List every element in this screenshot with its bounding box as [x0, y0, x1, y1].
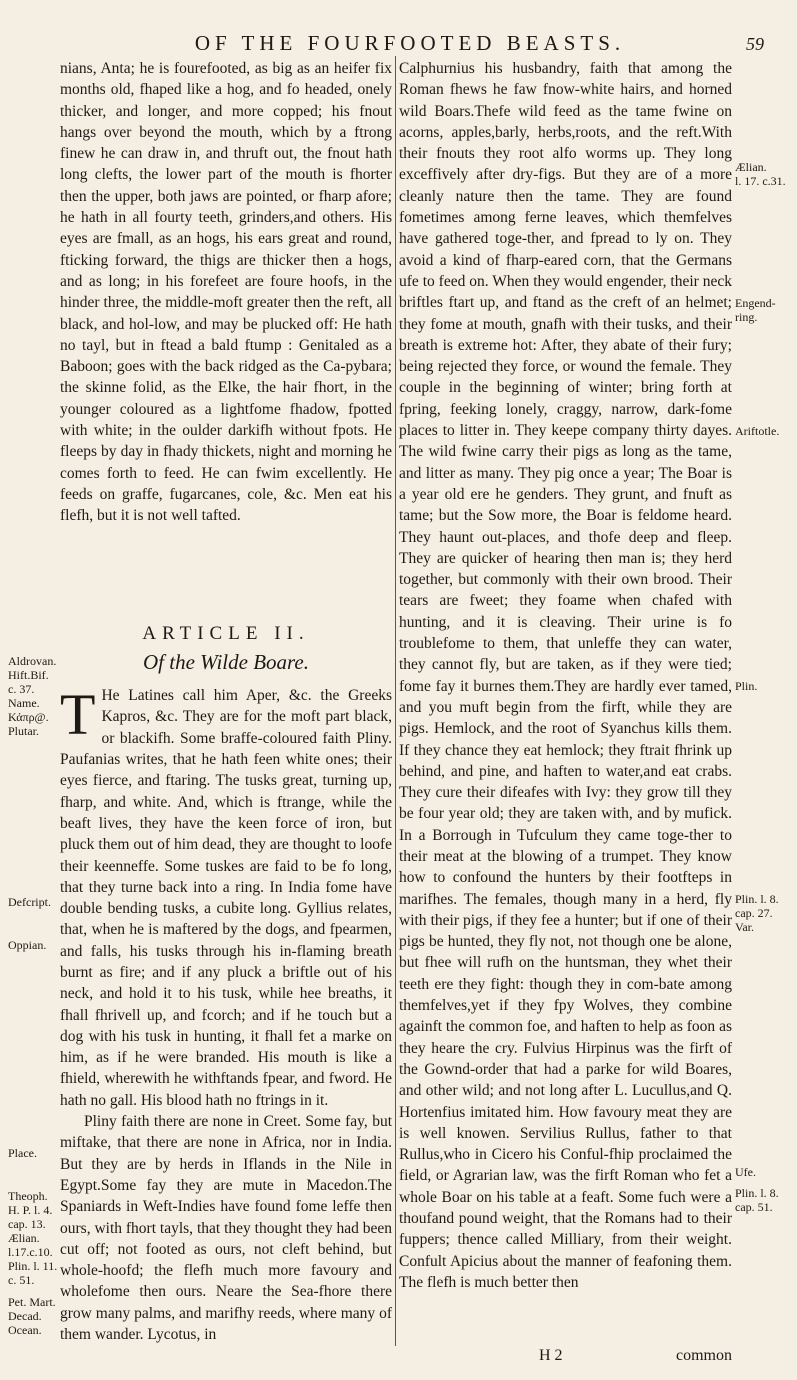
margin-note: cap. 27.: [735, 906, 773, 920]
margin-note: Ariftotle.: [735, 424, 780, 438]
margin-note: cap. 13.: [8, 1217, 46, 1231]
margin-note: Ufe.: [735, 1165, 756, 1179]
margin-note: H. P. l. 4.: [8, 1203, 53, 1217]
margin-note: Decad.: [8, 1309, 42, 1323]
margin-note: Name.: [8, 696, 40, 710]
article-heading: ARTICLE II.: [142, 622, 310, 644]
column-divider: [395, 56, 396, 1346]
body-text: He Latines call him Aper, &c. the Greeks Kapros, &c. They are for the moft part black, or blackifh. Some braffe-coloured faith Pliny. Paufanias writes, that he hath feen white ones; their eyes fierce, and ftaring. The tusks great, turning up, fharp, and white. And, which is ftrange, while the beaft lives, they have the keen force of iron, but pluck them out of him dead, they are thought to loofe their keenneffe. Some tuskes are faid to be fo long, that they turne back into a ring. In India fome have double bending tusks, a cubite long. Gyllius relates, that, when he is maftered by the dogs, and fpearmen, and falls, his tusks through his in-flaming breath burnt as fire; and if any pluck a briftle out of his neck, and hold it to his tusk, while hee breaths, it fhall fhrivell up, and fcorch; and if he touch but a dog with his tusk in hunting, it fhall fet a marke on him, as if he were branded. His mouth is like a fhield, wherewith he withftands fpear, and fword. He hath no gall. His blood hath no ftrings in it.: [60, 687, 392, 1109]
margin-note: Κάπρ@.: [8, 710, 49, 724]
margin-note: ring.: [735, 310, 758, 324]
margin-note: c. 37.: [8, 682, 35, 696]
body-paragraph: nians, Anta; he is fourefooted, as big as an heifer fix months old, fhaped like a hog, and fo headed, onely thicker, and longer, and more copped; his fnout hangs over beyond the mouth, which by a ftrong finew he can draw in, and thruft out, the fnout hath long clefts, the lower part of the mouth is fhorter then the upper, both jaws are pointed, or fharp afore; he hath in all fourty teeth, grinders,and others. His eyes are fmall, as an hogs, his ears great and round, fticking forward, the thigs are thicker then a hogs, and as long; in his forefeet are foure hoofs, in the hinder three, the middle-moft greater then the reft, all black, and hol-low, and may be plucked off: He hath no tayl, but in ftead a bald ftump : Genitaled as a Baboon; goes with the back ridged as the Ca-pybara; the skinne folid, as the Elke, the hair fhort, in the younger coloured as a lightfome fhadow, fpotted with white; in the oulder darkifh without fpots. He fleeps by day in fhady thickets, night and morning he comes forth to feed. He can fwim excellently. He feeds on graffe, fugarcanes, cole, &c. Men eat his flefh, but it is not well tafted.: [60, 60, 392, 525]
right-column: [399, 58, 732, 1293]
drop-cap: T: [60, 682, 96, 748]
margin-note: Defcript.: [8, 895, 51, 909]
margin-note: Theoph.: [8, 1189, 48, 1203]
left-column: [60, 58, 392, 1345]
margin-note: Place.: [8, 1146, 37, 1160]
margin-note: Aldrovan.: [8, 654, 57, 668]
running-title: OF THE FOURFOOTED BEASTS.: [194, 31, 626, 55]
catchword: common: [676, 1347, 732, 1364]
article-subtitle: Of the Wilde Boare.: [142, 649, 310, 674]
signature-mark: H 2: [539, 1347, 563, 1364]
body-paragraph: Pliny faith there are none in Creet. Some fay, but miftake, that there are none in Africa, nor in India. But they are by herds in Iflands in the Nile in Egypt.Some fay they are mute in Macedon.The Spaniards in Weft-Indies have found fome leffe then ours, with fhort tayls, that they thought they had been cut off; not footed as ours, not cleft behind, but whole-hoofd; the flefh much more favoury and wholefome then ours. Neare the Sea-fhore there grow many palms, and marifhy reeds, where many of them wander. Lycotus, in: [60, 1113, 392, 1344]
margin-note: Oppian.: [8, 938, 47, 952]
margin-note: Plin. l. 8.: [735, 1186, 779, 1200]
margin-note: Plutar.: [8, 724, 40, 738]
margin-note: Pet. Mart.: [8, 1295, 56, 1309]
margin-note: l.17.c.10.: [8, 1245, 53, 1259]
margin-note: Ælian.: [735, 160, 767, 174]
margin-note: Plin.: [735, 679, 758, 693]
margin-note: l. 17. c.31.: [735, 174, 786, 188]
page-number: 59: [746, 34, 764, 54]
body-paragraph: [60, 682, 392, 1111]
margin-note: Plin. l. 8.: [735, 892, 779, 906]
margin-note: Ælian.: [8, 1231, 40, 1245]
margin-note: Ocean.: [8, 1323, 42, 1337]
margin-note: c. 51.: [8, 1273, 35, 1287]
margin-note: cap. 51.: [735, 1200, 773, 1214]
margin-note: Engend-: [735, 296, 776, 310]
margin-note: Hift.Bif.: [8, 668, 49, 682]
margin-note: Var.: [735, 920, 754, 934]
body-paragraph: Calphurnius his husbandry, faith that among the Roman fhews he faw fnow-white hairs, and horned wild Boars.Thefe wild feed as the tame fwine on acorns, apples,barly, herbs,roots, and the reft.With their fnouts they root alfo worms up. They long exceffively after dry-figs. But they are of a more cleanly nature then the tame. They are found fometimes among ferne leaves, which themfelves have gathered toge-ther, and fpread to ly on. They avoid a kind of fharp-eared corn, that the Germans ufe to feed on. When they would engender, their neck briftles ftart up, and ftand as the creft of an helmet; they fome at mouth, gnafh with their tusks, and their breath is extreme hot: After, they abate of their fury; being rejected they force, or wound the female. They couple in the beginning of winter; bring forth at fpring, feeking lonely, craggy, narrow, dark-fome places to litter in. They keepe company thirty dayes. The wild fwine carry their pigs as long as the tame, and litter as many. They pig once a year; The Boar is a year old ere he genders. They grunt, and fnuft as tame; but the Sow more, the Boar is feldome heard. They haunt out-places, and thofe deep and fleep. They are quicker of hearing then man is; they herd together, but commonly with their own brood. Their tears are fweet; they foame when chafed with hunting, and it is cleaving. Their urine is fo troublefome to them, that unleffe they can water, they cannot fly, but are taken, as if they were tied; fome fay it burnes them.They are hardly ever tamed, and you muft begin from the firft, while they are pigs. Hemlock, and the root of Syanchus kills them. If they chance they eat hemlock; they ftrait fhrink up behind, and pine, and haften to water,and eat crabs. They cure their difeafes with Ivy: they grow till they be four year old; they are taken with, and by mufick. In a Borrough in Tufculum they came toge-ther to their meat at the blowing of a trumpet. They know how to confound the hunters by their footfteps in marifhes. The females, though many in a herd, fly with their pigs, if they fee a hunter; but if one of their pigs be hunted, they fly not, not though one be alone, but fhee will rufh on the huntsman, they whet their teeth ere they fight: though they in com-bate among themfelves,yet if they fpy Wolves, they combine againft the common foe, and haften to help as foon as they heare the cry. Fulvius Hirpinus was the firft of the Gownd-order that had a parke for wild Boares, and other wild; and not long after L. Lucullus,and Q. Hortenfius imitated him. How favoury meat they are is well knowen. Servilius Rullus, father to that Rullus,who in Cicero his Conful-fhip proclaimed the field, or Agrarian law, was the firft Roman who fet a whole Boar on his table at a feaft. Some fuch were a thoufand pound weight, that the Romans had to their fuppers; thence called Milliary, from their weight. Confult Apicius about the manner of feafoning them. The flefh is much better then: [399, 60, 732, 1291]
margin-note: Plin. l. 11.: [8, 1259, 58, 1273]
